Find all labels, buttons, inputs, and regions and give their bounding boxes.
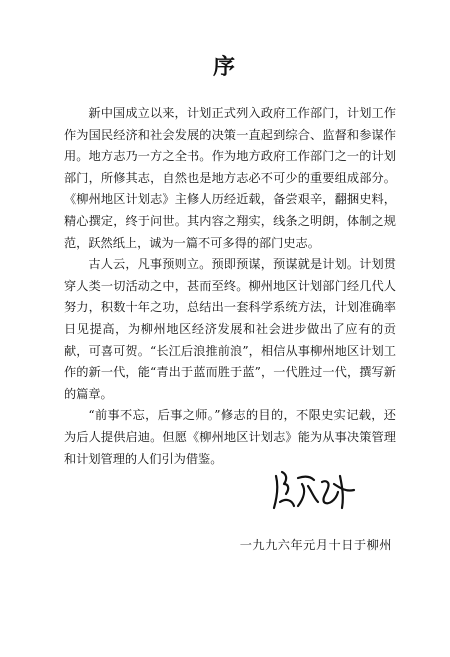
date-location: 一九九六年元月十日于柳州 <box>239 538 392 552</box>
handwritten-signature <box>268 462 360 516</box>
preface-body <box>64 103 396 470</box>
paragraph-2: 古人云，凡事预则立。预即预谋，预谋就是计划。计划贯穿人类一切活动之中，甚而至终。柳州地区计划部门经几代人努力，积数十年之功，总结出一套科学系统方法，计划准确率日见提高，为柳州地区经济发展和社会进步做出了应有的贡献，可喜可贺。“长江后浪推前浪”，相信从事柳州地区计划工作的新一代，能“青出于蓝而胜于蓝”，一代胜过一代，撰写新的篇章。 <box>64 257 396 401</box>
page-title: 序 <box>212 54 237 80</box>
paragraph-3: “前事不忘，后事之师。”修志的目的，不限史实记载，还为后人提供启迪。但愿《柳州地区计划志》能为从事决策管理和计划管理的人们引为借鉴。 <box>64 408 396 466</box>
paragraph-1: 新中国成立以来，计划正式列入政府工作部门，计划工作作为国民经济和社会发展的决策一直起到综合、监督和参谋作用。地方志乃一方之全书。作为地方政府工作部门之一的计划部门，所修其志，自然也是地方志必不可少的重要组成部分。《柳州地区计划志》主修人历经近载，备尝艰辛，翻捆史料，精心撰定，终于问世。其内容之翔实，线条之明朗，体制之规范，跃然纸上，诚为一篇不可多得的部门史志。 <box>64 106 396 250</box>
